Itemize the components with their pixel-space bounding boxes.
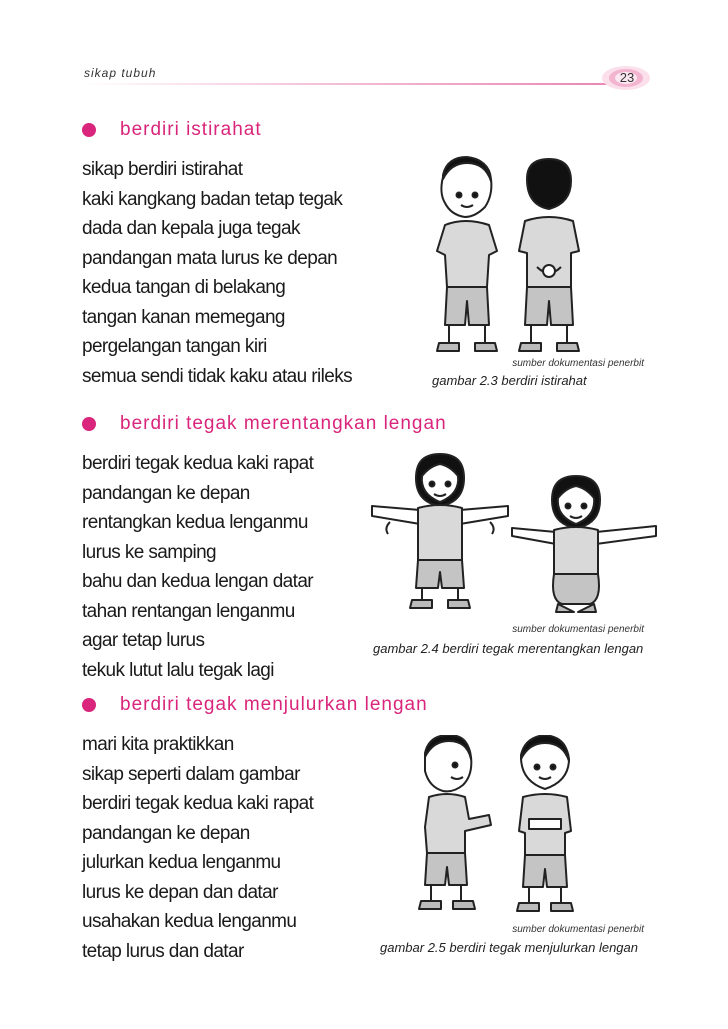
poem-line: semua sendi tidak kaku atau rileks xyxy=(82,365,353,387)
page-number: 23 xyxy=(619,70,635,85)
poem-line: kaki kangkang badan tetap tegak xyxy=(82,188,343,210)
poem-line: pandangan ke depan xyxy=(82,482,250,504)
poem-line: tekuk lutut lalu tegak lagi xyxy=(82,659,274,681)
section-heading-text: berdiri tegak menjulurkan lengan xyxy=(120,694,428,715)
running-header: sikap tubuh xyxy=(84,66,157,80)
poem-line: pandangan mata lurus ke depan xyxy=(82,247,338,269)
illustration-merentangkan-lengan xyxy=(370,450,660,615)
figure-caption: gambar 2.3 berdiri istirahat xyxy=(432,373,587,388)
poem-line: pergelangan tangan kiri xyxy=(82,336,267,357)
poem-line: sikap seperti dalam gambar xyxy=(82,763,300,785)
poem-line: rentangkan kedua lenganmu xyxy=(82,512,308,533)
girls-arms-out-drawing xyxy=(370,450,660,615)
figure-caption: gambar 2.4 berdiri tegak merentangkan lengan xyxy=(373,641,644,656)
poem-line: sikap berdiri istirahat xyxy=(82,159,243,180)
poem-line: mari kita praktikkan xyxy=(82,734,234,755)
header-rule xyxy=(82,83,612,85)
photo-credit: sumber dokumentasi penerbit xyxy=(512,924,644,935)
poem-line: lurus ke samping xyxy=(82,541,217,563)
section-heading-text: berdiri istirahat xyxy=(120,119,262,140)
poem-line: agar tetap lurus xyxy=(82,630,205,651)
section-heading-menjulurkan xyxy=(82,691,428,719)
bullet-icon xyxy=(82,417,96,431)
poem-line: berdiri tegak kedua kaki rapat xyxy=(82,793,314,814)
figure-caption: gambar 2.5 berdiri tegak menjulurkan lengan xyxy=(380,940,638,955)
poem-istirahat xyxy=(82,155,352,391)
poem-line: bahu dan kedua lengan datar xyxy=(82,571,314,592)
poem-line: usahakan kedua lenganmu xyxy=(82,911,297,932)
boys-at-ease-drawing xyxy=(415,155,595,355)
poem-line: tetap lurus dan datar xyxy=(82,940,244,962)
illustration-menjulurkan-lengan xyxy=(405,735,605,920)
bullet-icon xyxy=(82,698,96,712)
poem-line: julurkan kedua lenganmu xyxy=(82,852,281,873)
poem-line: lurus ke depan dan datar xyxy=(82,881,278,903)
poem-line: dada dan kepala juga tegak xyxy=(82,218,300,239)
poem-line: kedua tangan di belakang xyxy=(82,277,286,298)
poem-line: tangan kanan memegang xyxy=(82,306,285,328)
section-heading-istirahat xyxy=(82,116,262,144)
poem-menjulurkan xyxy=(82,730,313,966)
illustration-berdiri-istirahat xyxy=(415,155,595,355)
poem-line: tahan rentangan lenganmu xyxy=(82,600,295,622)
bullet-icon xyxy=(82,123,96,137)
photo-credit: sumber dokumentasi penerbit xyxy=(512,624,644,635)
photo-credit: sumber dokumentasi penerbit xyxy=(512,358,644,369)
poem-line: pandangan ke depan xyxy=(82,822,250,844)
poem-merentangkan xyxy=(82,449,313,685)
section-heading-merentangkan xyxy=(82,410,447,438)
boys-arms-forward-drawing xyxy=(405,735,605,920)
section-heading-text: berdiri tegak merentangkan lengan xyxy=(120,413,447,434)
poem-line: berdiri tegak kedua kaki rapat xyxy=(82,453,314,474)
